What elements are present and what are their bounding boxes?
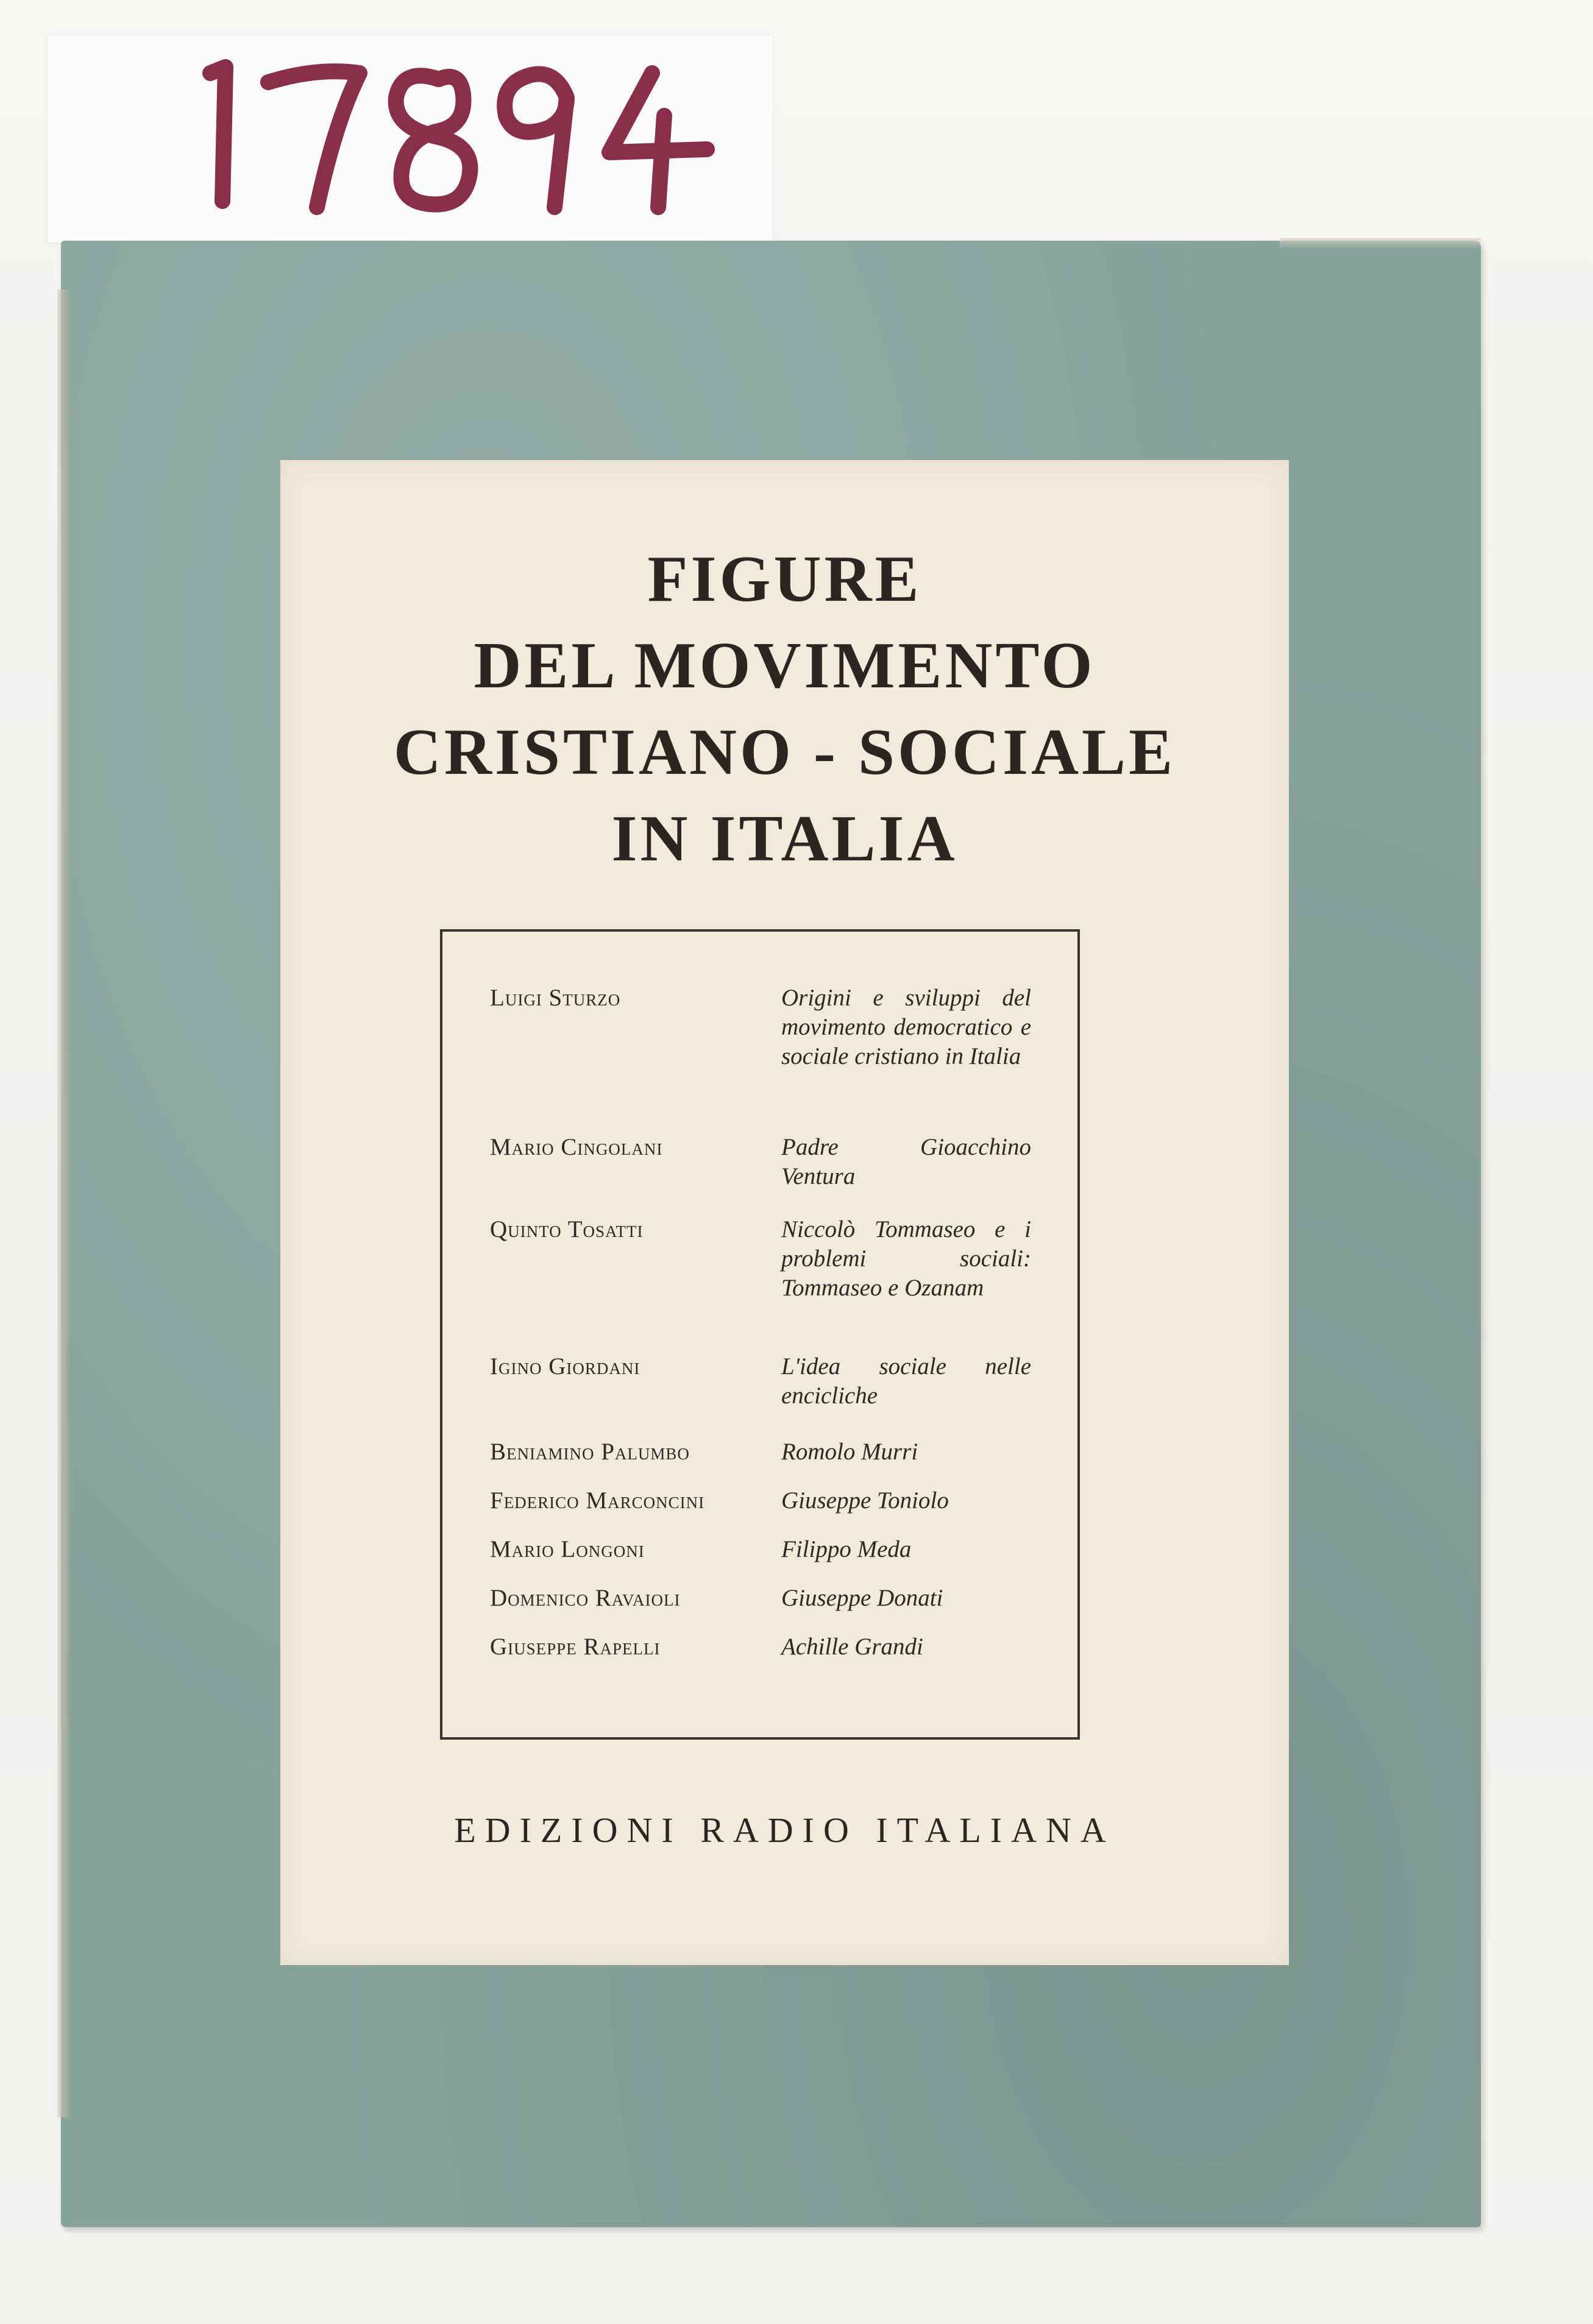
entry-work: Giuseppe Toniolo bbox=[781, 1487, 949, 1514]
book-cover bbox=[61, 241, 1481, 2227]
title-label-panel bbox=[280, 460, 1289, 1965]
entry-author: Luigi Sturzo bbox=[490, 985, 621, 1011]
entry-work: Origini e sviluppi del movimento democratico e sociale cristiano in Italia bbox=[781, 985, 1031, 1069]
entry-work: Achille Grandi bbox=[781, 1634, 923, 1660]
publisher-name: EDIZIONI RADIO ITALIANA bbox=[454, 1810, 1115, 1850]
entry-work: Romolo Murri bbox=[781, 1439, 918, 1465]
contents-box bbox=[440, 929, 1080, 1740]
entry-author: Mario Longoni bbox=[490, 1536, 645, 1562]
entry-author: Igino Giordani bbox=[490, 1353, 640, 1380]
entry-author: Beniamino Palumbo bbox=[490, 1439, 690, 1465]
entry-work: Padre Gioacchino Ventura bbox=[781, 1134, 1031, 1189]
cover-wear bbox=[57, 289, 71, 2117]
entry-work: Niccolò Tommaseo e i problemi sociali: Tommaseo e Ozanam bbox=[781, 1216, 1031, 1301]
entry-author: Giuseppe Rapelli bbox=[490, 1634, 661, 1660]
handwritten-inventory-number bbox=[183, 24, 731, 225]
title-line: DEL MOVIMENTO bbox=[474, 629, 1096, 702]
book-title bbox=[280, 536, 1289, 882]
entry-author: Federico Marconcini bbox=[490, 1487, 705, 1514]
entry-work: Giuseppe Donati bbox=[781, 1585, 943, 1611]
title-line: FIGURE bbox=[647, 543, 922, 615]
entry-work: L'idea sociale nelle encicliche bbox=[781, 1353, 1031, 1409]
entry-author: Mario Cingolani bbox=[490, 1134, 663, 1160]
entry-work: Filippo Meda bbox=[781, 1536, 912, 1562]
cover-wear bbox=[1280, 238, 1481, 249]
title-line: IN ITALIA bbox=[611, 802, 958, 875]
title-line: CRISTIANO - SOCIALE bbox=[393, 716, 1176, 788]
entry-author: Domenico Ravaioli bbox=[490, 1585, 681, 1611]
entry-author: Quinto Tosatti bbox=[490, 1216, 644, 1242]
